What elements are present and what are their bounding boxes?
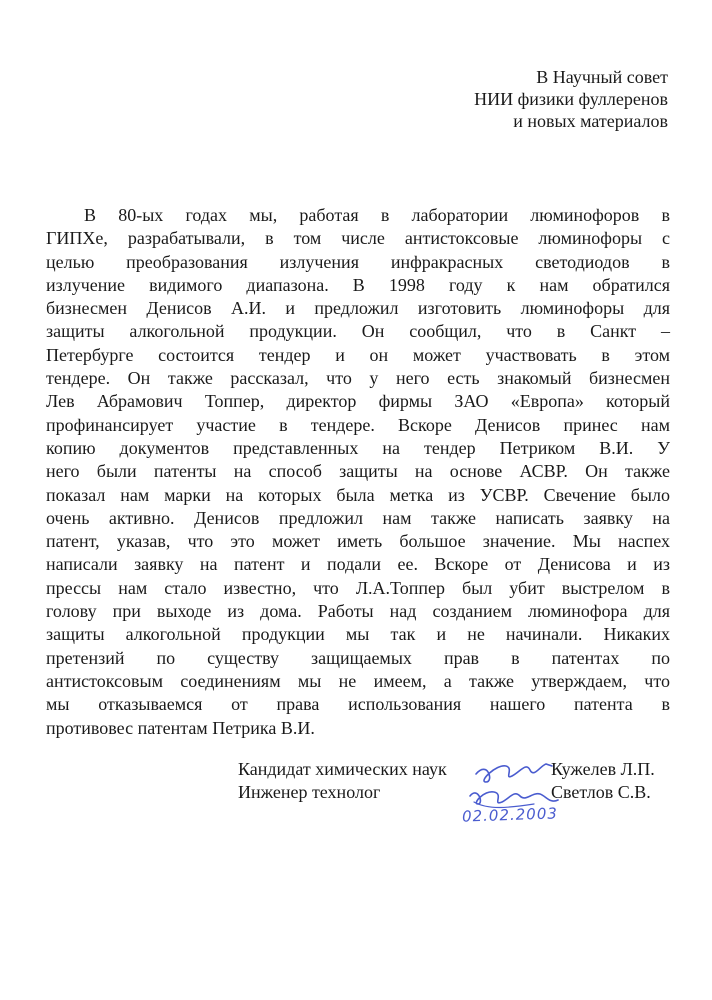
- signer-name: Светлов С.В.: [551, 782, 651, 802]
- body-line: написали заявку на патент и подали ее. Вскоре от Денисова и из: [46, 554, 670, 575]
- addressee-line-3: и новых материалов: [513, 111, 668, 131]
- body-line: мы отказываемся от права использования нашего патента в: [46, 694, 670, 715]
- body-line: показал нам марки на которых была метка из УСВР. Свечение было: [46, 484, 670, 505]
- body-line: него были патенты на способ защиты на основе АСВР. Он также: [46, 461, 670, 482]
- body-line: Петербурге состоится тендер и он может участвовать в этом: [46, 344, 670, 365]
- body-line: В 80-ых годах мы, работая в лаборатории люминофоров в: [84, 205, 670, 225]
- body-line: голову при выходе из дома. Работы над созданием люминофора для: [46, 601, 670, 622]
- body-line: бизнесмен Денисов А.И. и предложил изготовить люминофоры для: [46, 298, 670, 319]
- body-line: защиты алкогольной продукции. Он сообщил, что в Санкт –: [46, 321, 670, 342]
- body-line: прессы нам стало известно, что Л.А.Топпер был убит выстрелом в: [46, 577, 670, 598]
- body-line: защиты алкогольной продукции мы так и не начинали. Никаких: [46, 624, 670, 645]
- addressee-line-1: В Научный совет: [536, 67, 668, 87]
- addressee-line-2: НИИ физики фуллеренов: [474, 89, 668, 109]
- body-line: антистоксовым соединениям мы не имеем, а также утверждаем, что: [46, 670, 670, 691]
- handwritten-date: 02.02.2003: [461, 804, 559, 826]
- body-line: очень активно. Денисов предложил нам также написать заявку на: [46, 507, 670, 528]
- body-line: Лев Абрамович Топпер, директор фирмы ЗАО «Европа» который: [46, 391, 670, 412]
- signer-title: Кандидат химических наук: [238, 759, 447, 779]
- body-line: претензий по существу защищаемых прав в патентах по: [46, 647, 670, 668]
- body-line: противовес патентам Петрика В.И.: [46, 717, 315, 738]
- body-line: излучение видимого диапазона. В 1998 году к нам обратился: [46, 274, 670, 295]
- body-line: копию документов представленных на тендер Петриком В.И. У: [46, 437, 670, 458]
- signer-name: Кужелев Л.П.: [551, 759, 655, 779]
- body-line: ГИПХе, разрабатывали, в том числе антистоксовые люминофоры с: [46, 228, 670, 249]
- signer-title: Инженер технолог: [238, 782, 381, 802]
- body-line: профинансирует участие в тендере. Вскоре Денисов принес нам: [46, 414, 670, 435]
- body-line: тендере. Он также рассказал, что у него есть знакомый бизнесмен: [46, 368, 670, 389]
- letter-body: [46, 204, 670, 740]
- handwritten-signatures: [448, 752, 588, 842]
- signature-scribble-2: [470, 792, 558, 804]
- body-line: патент, указав, что это может иметь большое значение. Мы наспех: [46, 531, 670, 552]
- body-line: целью преобразования излучения инфракрасных светодиодов в: [46, 251, 670, 272]
- addressee-block: [474, 66, 668, 132]
- signature-scribble-1: [476, 764, 552, 782]
